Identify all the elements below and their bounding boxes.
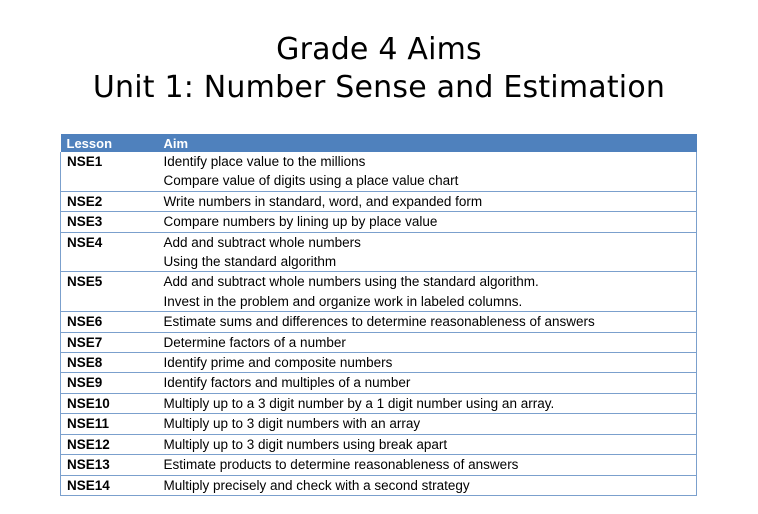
aim-cell xyxy=(164,414,697,434)
lesson-cell: NSE14 xyxy=(61,475,164,495)
lesson-cell: NSE10 xyxy=(61,393,164,413)
lesson-column-header: Lesson xyxy=(61,134,164,152)
lesson-cell: NSE6 xyxy=(61,312,164,332)
aim-text: Write numbers in standard, word, and expanded form xyxy=(163,193,483,209)
table-row xyxy=(61,455,697,475)
aim-cell xyxy=(164,212,697,232)
table-row xyxy=(61,393,697,413)
table-row xyxy=(61,191,697,211)
lesson-cell: NSE8 xyxy=(61,353,164,373)
table-row xyxy=(61,272,697,312)
aim-cell xyxy=(164,312,697,332)
lesson-cell: NSE11 xyxy=(61,414,164,434)
table-row xyxy=(61,212,697,232)
table-row xyxy=(61,434,697,454)
table-header-row xyxy=(61,134,697,152)
aim-text: Multiply precisely and check with a second strategy xyxy=(163,477,470,493)
table-row xyxy=(61,312,697,332)
lesson-cell: NSE2 xyxy=(61,191,164,211)
aim-cell xyxy=(164,475,697,495)
aims-table xyxy=(60,134,697,496)
aim-cell xyxy=(164,434,697,454)
lesson-cell: NSE3 xyxy=(61,212,164,232)
table-row xyxy=(61,414,697,434)
aim-text: Compare numbers by lining up by place value xyxy=(163,214,438,230)
table-row xyxy=(61,373,697,393)
lesson-cell: NSE7 xyxy=(61,332,164,352)
table-row xyxy=(61,152,697,191)
page-subtitle: Unit 1: Number Sense and Estimation xyxy=(92,70,666,105)
aim-text: Estimate sums and differences to determine reasonableness of answers xyxy=(163,314,595,330)
aim-text: Multiply up to 3 digit numbers with an array xyxy=(163,416,421,432)
aim-cell xyxy=(164,332,697,352)
aim-text: Invest in the problem and organize work in labeled columns. xyxy=(163,293,523,309)
aim-text: Identify factors and multiples of a number xyxy=(163,375,411,391)
lesson-cell: NSE13 xyxy=(61,455,164,475)
aim-text: Multiply up to a 3 digit number by a 1 digit number using an array. xyxy=(163,395,555,411)
aim-cell xyxy=(164,455,697,475)
aim-text: Identify prime and composite numbers xyxy=(163,355,393,371)
lesson-cell: NSE5 xyxy=(61,272,164,312)
aim-cell xyxy=(164,152,697,191)
aim-cell xyxy=(164,393,697,413)
lesson-cell: NSE9 xyxy=(61,373,164,393)
aim-cell xyxy=(164,191,697,211)
aim-column-header: Aim xyxy=(164,134,697,152)
table-body xyxy=(61,152,697,495)
aim-text: Add and subtract whole numbers using the standard algorithm. xyxy=(163,274,539,290)
aim-text: Identify place value to the millions xyxy=(163,154,366,169)
table-row xyxy=(61,353,697,373)
lesson-cell: NSE1 xyxy=(61,152,164,191)
page-title: Grade 4 Aims xyxy=(276,32,482,67)
aim-text: Multiply up to 3 digit numbers using break apart xyxy=(163,436,448,452)
table-row xyxy=(61,332,697,352)
aim-text: Add and subtract whole numbers xyxy=(163,234,361,250)
aim-text: Determine factors of a number xyxy=(163,334,346,350)
aim-cell xyxy=(164,272,697,312)
aim-text: Compare value of digits using a place value chart xyxy=(163,173,459,189)
lesson-cell: NSE12 xyxy=(61,434,164,454)
aim-cell xyxy=(164,373,697,393)
table-row xyxy=(61,475,697,495)
lesson-cell: NSE4 xyxy=(61,232,164,272)
aim-cell xyxy=(164,353,697,373)
aim-text: Estimate products to determine reasonableness of answers xyxy=(163,457,519,473)
title-block xyxy=(0,31,758,107)
table-row xyxy=(61,232,697,272)
aim-cell xyxy=(164,232,697,272)
aim-text: Using the standard algorithm xyxy=(163,254,337,270)
